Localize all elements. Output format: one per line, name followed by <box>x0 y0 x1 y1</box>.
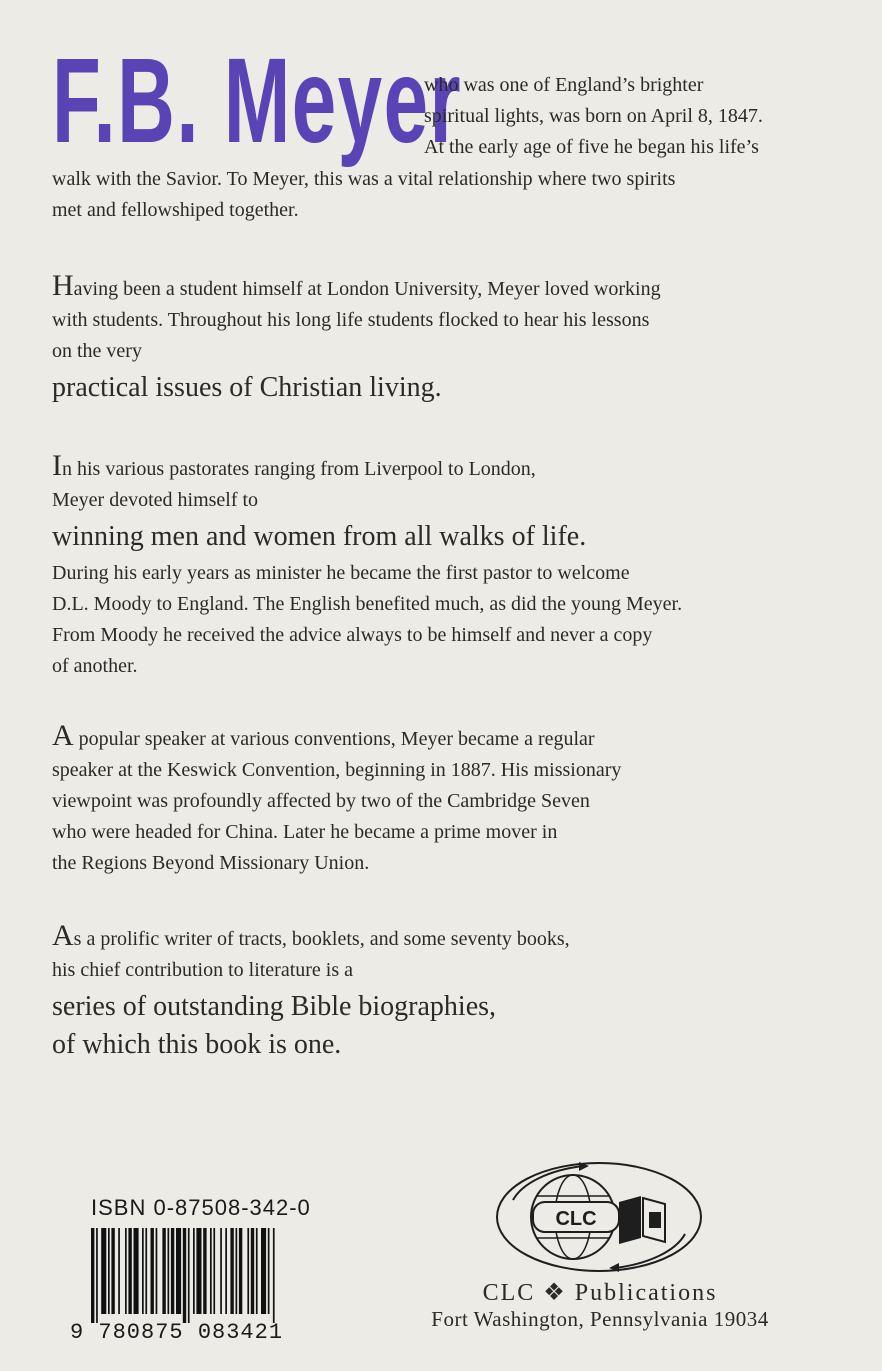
isbn-label: ISBN 0-87508-342-0 <box>91 1195 311 1220</box>
publisher-address: Fort Washington, Pennsylvania 19034 <box>431 1307 769 1331</box>
barcode-bar <box>101 1228 106 1314</box>
barcode-bar <box>261 1228 266 1314</box>
barcode-bar <box>156 1228 158 1314</box>
paragraph-keswick <box>52 720 842 879</box>
barcode-bar <box>125 1228 127 1314</box>
barcode-bar <box>134 1228 139 1314</box>
barcode-bar <box>151 1228 154 1314</box>
intro-line: who was one of England’s brighter <box>424 74 704 96</box>
barcode-bar <box>193 1228 195 1314</box>
barcode-bar <box>239 1228 242 1314</box>
intro-right-column <box>424 70 854 163</box>
barcode-bar <box>91 1228 94 1323</box>
barcode-bar <box>188 1228 190 1323</box>
intro-line: walk with the Savior. To Meyer, this was a vital relationship where two spirits <box>52 168 676 190</box>
barcode-bar <box>236 1228 238 1314</box>
highlight-phrase: series of outstanding Bible biographies, <box>52 991 497 1022</box>
barcode-bar <box>251 1228 254 1314</box>
barcode-bar <box>96 1228 98 1323</box>
barcode-bar <box>142 1228 144 1314</box>
barcode-bar <box>145 1228 147 1314</box>
drop-cap: I <box>52 449 62 482</box>
barcode-bar <box>176 1228 181 1314</box>
intro-continuation <box>52 164 842 226</box>
para-line: popular speaker at various conventions, Meyer became a regular <box>73 728 595 750</box>
barcode-bar <box>168 1228 170 1314</box>
barcode-bar <box>171 1228 174 1314</box>
barcode-bar <box>225 1228 227 1314</box>
barcode-bar <box>273 1228 275 1323</box>
para-line: of another. <box>52 655 138 677</box>
logo-text: CLC <box>555 1208 597 1230</box>
barcode-digits: 9 780875 083421 <box>70 1320 284 1345</box>
intro-line: At the early age of five he began his life’s <box>424 136 759 158</box>
para-line: on the very <box>52 340 142 362</box>
barcode-bar <box>220 1228 222 1314</box>
barcode-bar <box>128 1228 131 1314</box>
paragraph-writer <box>52 920 842 1066</box>
highlight-phrase: practical issues of Christian living. <box>52 372 442 403</box>
para-line: aving been a student himself at London University, Meyer loved working <box>73 278 661 300</box>
paragraph-pastorates <box>52 450 842 682</box>
para-line: s a prolific writer of tracts, booklets, and some seventy books, <box>73 928 570 950</box>
book-icon <box>619 1196 665 1244</box>
para-line: Meyer devoted himself to <box>52 489 259 511</box>
para-line: speaker at the Keswick Convention, beginning in 1887. His missionary <box>52 759 622 781</box>
para-line: his chief contribution to literature is a <box>52 959 354 981</box>
barcode-bar <box>111 1228 114 1314</box>
para-line: with students. Throughout his long life students flocked to hear his lessons <box>52 309 650 331</box>
intro-line: spiritual lights, was born on April 8, 1847. <box>424 105 763 127</box>
barcode-bar <box>118 1228 120 1314</box>
para-line: During his early years as minister he became the first pastor to welcome <box>52 562 630 584</box>
clc-logo <box>493 1158 705 1276</box>
highlight-phrase: of which this book is one. <box>52 1029 342 1060</box>
para-line: D.L. Moody to England. The English benefited much, as did the young Meyer. <box>52 593 683 615</box>
intro-line: met and fellowshiped together. <box>52 199 299 221</box>
para-line: From Moody he received the advice always to be himself and never a copy <box>52 624 653 646</box>
author-title: F.B. Meyer <box>52 32 463 168</box>
barcode-bar <box>247 1228 249 1314</box>
barcode-bar <box>268 1228 270 1314</box>
para-line: who were headed for China. Later he became a prime mover in <box>52 821 558 843</box>
barcode <box>91 1228 331 1323</box>
drop-cap: A <box>52 719 74 752</box>
barcode-bar <box>230 1228 233 1314</box>
publisher-name: CLC ❖ Publications <box>482 1280 718 1306</box>
barcode-bar <box>108 1228 110 1314</box>
highlight-phrase: winning men and women from all walks of life. <box>52 521 587 552</box>
barcode-bar <box>256 1228 258 1314</box>
drop-cap: A <box>52 919 74 952</box>
barcode-bar <box>203 1228 206 1314</box>
para-line: n his various pastorates ranging from Liverpool to London, <box>62 458 536 480</box>
barcode-bar <box>210 1228 212 1314</box>
barcode-bar <box>162 1228 165 1314</box>
barcode-bar <box>196 1228 201 1314</box>
drop-cap: H <box>52 269 74 302</box>
para-line: viewpoint was profoundly affected by two of the Cambridge Seven <box>52 790 590 812</box>
barcode-bar <box>213 1228 215 1314</box>
barcode-bar <box>183 1228 186 1323</box>
para-line: the Regions Beyond Missionary Union. <box>52 852 370 874</box>
paragraph-london-university <box>52 270 842 409</box>
